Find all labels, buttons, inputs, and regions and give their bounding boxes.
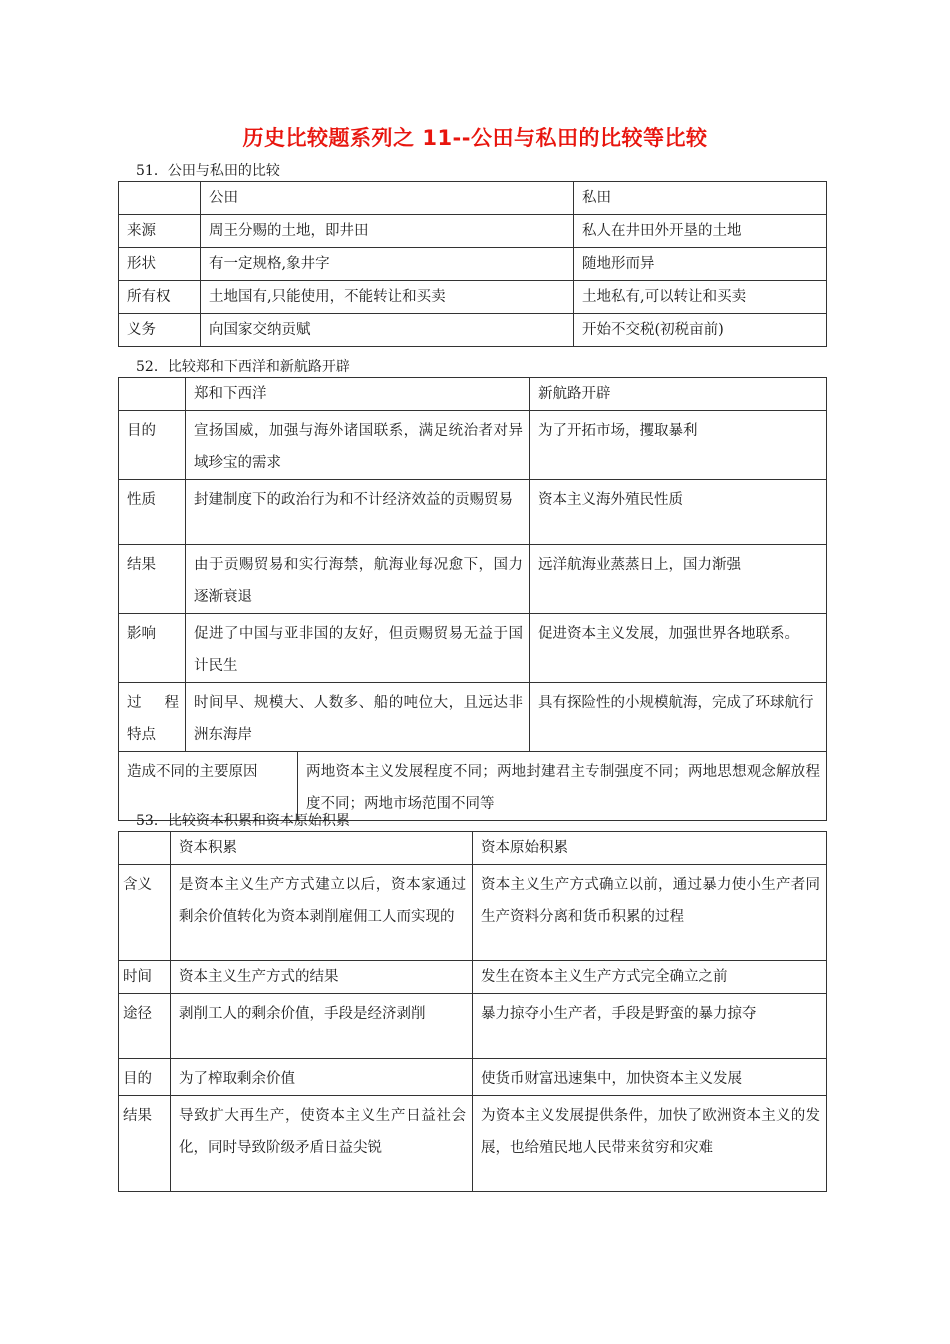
row-label: 目的 [119, 1059, 171, 1096]
cell [186, 545, 530, 614]
summary-text: 两地资本主义发展程度不同；两地封建君主专制强度不同；两地思想观念解放程度不同；两地市场范围不同等 [306, 764, 820, 812]
section-52-heading: 52．比较郑和下西洋和新航路开辟 [136, 359, 350, 375]
header-cell: 私田 [574, 182, 827, 215]
cell: 土地国有,只能使用，不能转让和买卖 [201, 281, 574, 314]
header-cell [119, 378, 186, 411]
header-cell: 新航路开辟 [530, 378, 827, 411]
cell-text: 资本主义生产方式确立以前，通过暴力使小生产者同生产资料分离和货币积累的过程 [481, 877, 820, 925]
cell [473, 865, 827, 961]
table-public-private-land [118, 181, 827, 347]
cell [473, 1096, 827, 1192]
cell-text: 促进资本主义发展，加强世界各地联系。 [538, 626, 799, 642]
table-row [119, 1059, 827, 1096]
row-label: 途径 [119, 994, 171, 1059]
cell: 资本主义生产方式的结果 [171, 961, 473, 994]
table-row [119, 480, 827, 545]
cell [530, 480, 827, 545]
cell [186, 411, 530, 480]
cell: 土地私有,可以转让和买卖 [574, 281, 827, 314]
cell [530, 683, 827, 752]
row-label: 性质 [119, 480, 186, 545]
table-row [119, 614, 827, 683]
table-header-row [119, 182, 827, 215]
cell-text: 为了开拓市场，攫取暴利 [538, 423, 698, 439]
cell [473, 994, 827, 1059]
cell-text: 宣扬国威，加强与海外诸国联系，满足统治者对异域珍宝的需求 [194, 423, 523, 471]
row-label: 结果 [119, 1096, 171, 1192]
header-cell: 公田 [201, 182, 574, 215]
row-label: 所有权 [119, 281, 201, 314]
table-row [119, 545, 827, 614]
summary-cell [298, 752, 827, 821]
summary-label: 造成不同的主要原因 [119, 752, 298, 821]
cell: 有一定规格,象井字 [201, 248, 574, 281]
table-header-row [119, 378, 827, 411]
cell [171, 865, 473, 961]
cell [186, 614, 530, 683]
table-row [119, 411, 827, 480]
table-row [119, 248, 827, 281]
header-cell [119, 182, 201, 215]
cell: 周王分赐的土地，即井田 [201, 215, 574, 248]
cell [171, 994, 473, 1059]
cell: 使货币财富迅速集中，加快资本主义发展 [473, 1059, 827, 1096]
cell: 向国家交纳贡赋 [201, 314, 574, 347]
table-row [119, 994, 827, 1059]
header-cell [119, 832, 171, 865]
cell-text: 由于贡赐贸易和实行海禁，航海业每况愈下，国力逐渐衰退 [194, 557, 523, 605]
cell-text: 促进了中国与亚非国的友好，但贡赐贸易无益于国计民生 [194, 626, 523, 674]
row-label: 形状 [119, 248, 201, 281]
cell [530, 411, 827, 480]
cell [530, 614, 827, 683]
cell: 开始不交税(初税亩前) [574, 314, 827, 347]
page-title: 历史比较题系列之 11--公田与私田的比较等比较 [242, 126, 708, 150]
section-51-heading: 51．公田与私田的比较 [136, 163, 280, 179]
section-53-heading: 53．比较资本积累和资本原始积累 [136, 813, 350, 829]
table-row [119, 215, 827, 248]
table-row [119, 961, 827, 994]
row-label: 时间 [119, 961, 171, 994]
table-row [119, 683, 827, 752]
cell-text: 远洋航海业蒸蒸日上，国力渐强 [538, 557, 741, 573]
table-row [119, 281, 827, 314]
cell-text: 暴力掠夺小生产者，手段是野蛮的暴力掠夺 [481, 1006, 757, 1022]
cell [186, 683, 530, 752]
cell-text: 为资本主义发展提供条件，加快了欧洲资本主义的发展，也给殖民地人民带来贫穷和灾难 [481, 1108, 820, 1156]
cell-text: 资本主义海外殖民性质 [538, 492, 683, 508]
cell: 私人在井田外开垦的土地 [574, 215, 827, 248]
row-label: 来源 [119, 215, 201, 248]
row-label: 结果 [119, 545, 186, 614]
cell [530, 545, 827, 614]
row-label: 含义 [119, 865, 171, 961]
table-header-row [119, 832, 827, 865]
cell-text: 时间早、规模大、人数多、船的吨位大，且远达非洲东海岸 [194, 695, 523, 743]
table-capital-accumulation [118, 831, 827, 1192]
row-label [119, 683, 186, 752]
row-label: 义务 [119, 314, 201, 347]
cell-text: 具有探险性的小规模航海，完成了环球航行 [538, 695, 814, 711]
row-label: 影响 [119, 614, 186, 683]
cell: 随地形而异 [574, 248, 827, 281]
cell-text: 是资本主义生产方式建立以后，资本家通过剩余价值转化为资本剥削雇佣工人而实现的 [179, 877, 466, 925]
header-cell: 资本积累 [171, 832, 473, 865]
cell [171, 1096, 473, 1192]
cell-text: 剥削工人的剩余价值，手段是经济剥削 [179, 1006, 426, 1022]
cell: 为了榨取剩余价值 [171, 1059, 473, 1096]
header-cell: 郑和下西洋 [186, 378, 530, 411]
cell: 发生在资本主义生产方式完全确立之前 [473, 961, 827, 994]
table-row [119, 1096, 827, 1192]
row-label-text: 过 程特点 [127, 695, 179, 743]
cell-text: 导致扩大再生产，使资本主义生产日益社会化，同时导致阶级矛盾日益尖锐 [179, 1108, 466, 1156]
table-zhenghe-vs-new-routes [118, 377, 827, 821]
row-label: 目的 [119, 411, 186, 480]
table-row [119, 865, 827, 961]
cell [186, 480, 530, 545]
cell-text: 封建制度下的政治行为和不计经济效益的贡赐贸易 [194, 492, 513, 508]
table-row [119, 314, 827, 347]
header-cell: 资本原始积累 [473, 832, 827, 865]
